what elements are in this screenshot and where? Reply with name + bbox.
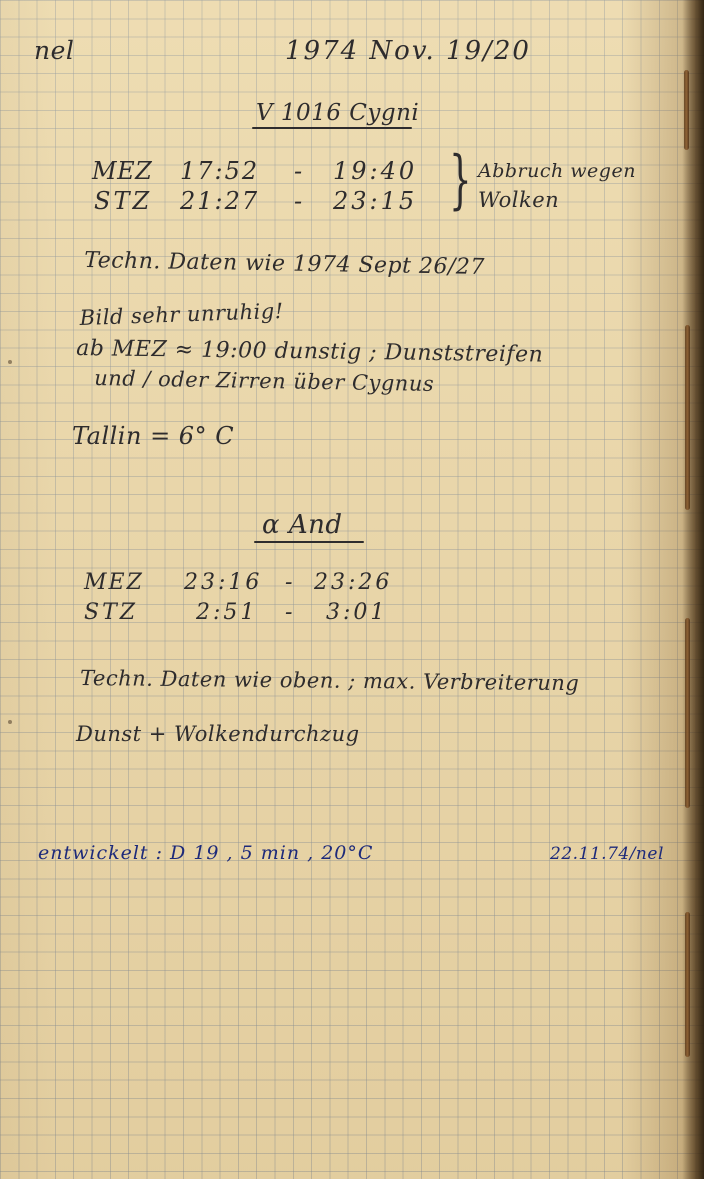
cirrus-remark: und / oder Zirren über Cygnus	[94, 366, 435, 396]
mez-end-time: 23:26	[314, 570, 393, 595]
development-note: entwickelt : D 19 , 5 min , 20°C	[38, 842, 374, 864]
binding-thread-mark	[685, 325, 690, 510]
abort-note-line-2: Wolken	[478, 188, 560, 212]
mez-dash: -	[285, 570, 293, 595]
initials: nel	[34, 36, 75, 65]
cloud-remark: Dunst + Wolkendurchzug	[76, 722, 360, 746]
binding-hole	[8, 360, 12, 364]
stz-label: STZ	[84, 600, 139, 625]
seeing-remark: Bild sehr unruhig!	[79, 298, 285, 330]
mez-start-time: 17:52	[180, 157, 260, 185]
stz-start-time: 21:27	[180, 187, 260, 215]
binding-thread-mark	[684, 70, 689, 150]
abort-note-line-1: Abbruch wegen	[478, 160, 636, 182]
title-underline	[252, 127, 412, 129]
stz-end-time: 23:15	[333, 187, 418, 215]
temperature-reading: Tallin = 6° C	[72, 422, 235, 450]
tech-data-note-2: Techn. Daten wie oben. ; max. Verbreiterung	[80, 666, 580, 696]
binding-thread-mark	[685, 912, 690, 1057]
signoff-date: 22.11.74/nel	[550, 844, 664, 864]
mez-dash: -	[294, 157, 303, 185]
tech-data-note-1: Techn. Daten wie 1974 Sept 26/27	[84, 248, 486, 280]
stz-end-time: 3:01	[326, 600, 388, 625]
mez-label: MEZ	[84, 570, 144, 595]
curly-brace: }	[449, 143, 472, 217]
page-date: 1974 Nov. 19/20	[285, 36, 531, 66]
binding-thread-mark	[685, 618, 690, 808]
stz-label: STZ	[94, 187, 153, 215]
mez-end-time: 19:40	[333, 157, 418, 185]
mez-start-time: 23:16	[184, 570, 263, 595]
mez-label: MEZ	[92, 157, 153, 185]
haze-remark: ab MEZ ≈ 19:00 dunstig ; Dunststreifen	[76, 336, 544, 368]
object-title-v1016-cygni: V 1016 Cygni	[256, 100, 420, 126]
stz-dash: -	[285, 600, 293, 625]
stz-start-time: 2:51	[196, 600, 258, 625]
binding-hole	[8, 720, 12, 724]
object-title-alpha-and: α And	[262, 510, 343, 540]
title-underline	[254, 541, 364, 543]
stz-dash: -	[294, 187, 303, 215]
